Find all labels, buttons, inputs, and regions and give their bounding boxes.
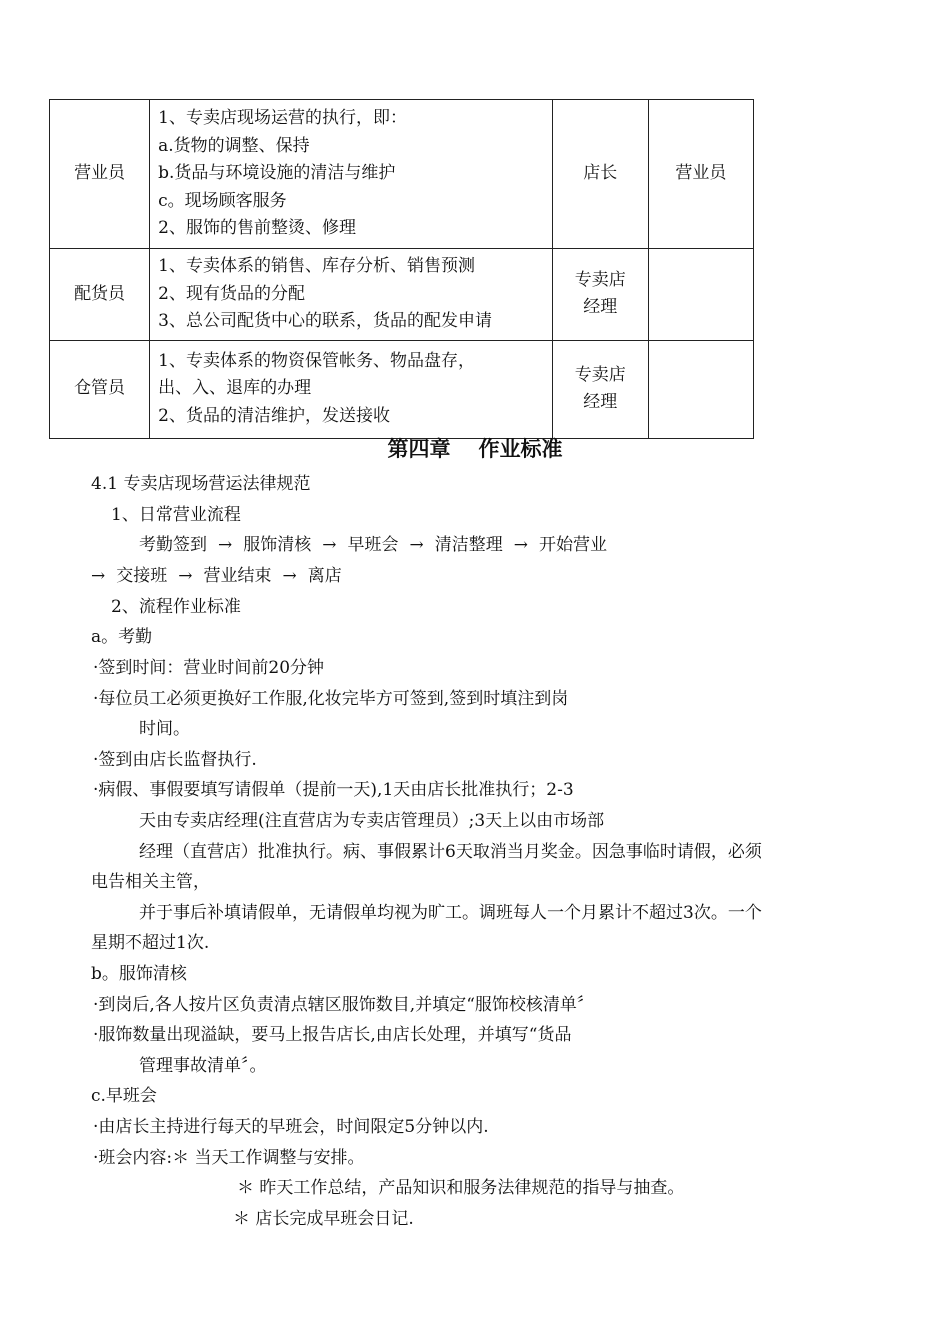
table-row bbox=[50, 100, 754, 249]
arrow-icon: → bbox=[282, 566, 297, 586]
role-cell: 营业员 bbox=[50, 100, 150, 249]
supervisor-cell bbox=[552, 100, 648, 249]
flow-step: 离店 bbox=[307, 566, 342, 586]
roles-table bbox=[49, 99, 754, 439]
bullet-continuation: 星期不超过1次. bbox=[91, 933, 210, 953]
duty-line: 1、专卖店现场运营的执行，即： bbox=[158, 108, 407, 129]
subordinate-cell bbox=[648, 340, 753, 438]
bullet-text: ·到岗后,各人按片区负责清点辖区服饰数目,并填定“服饰校核清单〞 bbox=[93, 995, 594, 1015]
table-row bbox=[50, 340, 754, 438]
bullet-continuation: 时间。 bbox=[139, 719, 190, 739]
duty-line: 2、服饰的售前整烫、修理 bbox=[158, 218, 356, 239]
duties-cell bbox=[150, 100, 553, 249]
supervisor-cell bbox=[552, 249, 648, 341]
bullet-continuation: ＊ 昨天工作总结，产品知识和服务法律规范的指导与抽查。 bbox=[237, 1178, 685, 1198]
arrow-icon: → bbox=[409, 535, 424, 555]
subordinate-cell: 营业员 bbox=[648, 100, 753, 249]
duty-line: c。现场顾客服务 bbox=[158, 190, 287, 211]
duty-line: b.货品与环境设施的清洁与维护 bbox=[158, 163, 396, 184]
section-heading: 4.1 专卖店现场营运法律规范 bbox=[91, 474, 311, 494]
bullet-continuation: 天由专卖店经理(注直营店为专卖店管理员）;3天上以由市场部 bbox=[139, 811, 605, 831]
role-cell: 仓管员 bbox=[50, 340, 150, 438]
flow-step: 清洁整理 bbox=[434, 535, 503, 555]
bullet-continuation: 管理事故清单〞。 bbox=[139, 1056, 267, 1076]
item-heading: a。考勤 bbox=[91, 627, 153, 647]
flow-step: 服饰清核 bbox=[243, 535, 312, 555]
supervisor-line: 经理 bbox=[583, 297, 618, 318]
duty-line: 1、专卖体系的销售、库存分析、销售预测 bbox=[158, 256, 475, 276]
flow-step: 早班会 bbox=[347, 535, 399, 555]
duty-line: 出、入、退库的办理 bbox=[158, 378, 312, 399]
bullet-text: ·签到时间：营业时间前20分钟 bbox=[93, 658, 325, 678]
supervisor-line: 专卖店 bbox=[574, 364, 626, 385]
flow-step: 营业结束 bbox=[203, 566, 272, 586]
subsection-heading: 2、流程作业标准 bbox=[111, 597, 241, 617]
bullet-text: ·由店长主持进行每天的早班会，时间限定5分钟以内. bbox=[93, 1117, 489, 1137]
item-heading: c.早班会 bbox=[91, 1086, 157, 1106]
arrow-icon: → bbox=[322, 535, 337, 555]
chapter-heading bbox=[0, 434, 950, 464]
supervisor-line: 专卖店 bbox=[574, 269, 626, 290]
duty-line: a.货物的调整、保持 bbox=[158, 135, 310, 156]
bullet-continuation: 电告相关主管， bbox=[91, 872, 210, 892]
duty-line: 2、现有货品的分配 bbox=[158, 283, 305, 304]
bullet-text: ·每位员工必须更换好工作服,化妆完毕方可签到,签到时填注到岗 bbox=[93, 689, 569, 709]
duties-cell bbox=[150, 249, 553, 341]
arrow-icon: → bbox=[91, 566, 106, 586]
flow-line bbox=[91, 564, 342, 588]
duty-line: 1、专卖体系的物资保管帐务、物品盘存， bbox=[158, 350, 475, 371]
flow-step: 开始营业 bbox=[539, 535, 607, 555]
subsection-heading: 1、日常营业流程 bbox=[111, 505, 241, 525]
bullet-text: ·签到由店长监督执行. bbox=[93, 750, 257, 770]
bullet-continuation: 经理（直营店）批准执行。病、事假累计6天取消当月奖金。因急事临时请假，必须 bbox=[139, 842, 762, 862]
item-heading: b。服饰清核 bbox=[91, 964, 187, 984]
role-cell: 配货员 bbox=[50, 249, 150, 341]
bullet-text: ·班会内容:＊ 当天工作调整与安排。 bbox=[93, 1148, 365, 1168]
duty-line: 2、货品的清洁维护，发送接收 bbox=[158, 405, 390, 426]
chapter-number: 第四章 bbox=[387, 437, 451, 461]
flow-step: 考勤签到 bbox=[139, 535, 207, 555]
arrow-icon: → bbox=[513, 535, 528, 555]
supervisor-cell bbox=[552, 340, 648, 438]
bullet-continuation: ＊ 店长完成早班会日记. bbox=[233, 1209, 414, 1229]
supervisor-line: 店长 bbox=[583, 163, 618, 184]
supervisor-line: 经理 bbox=[583, 392, 618, 412]
table-row bbox=[50, 249, 754, 341]
bullet-text: ·服饰数量出现溢缺，要马上报告店长,由店长处理，并填写“货品 bbox=[93, 1025, 572, 1045]
chapter-title: 作业标准 bbox=[478, 437, 563, 461]
flow-line bbox=[139, 533, 607, 557]
arrow-icon: → bbox=[178, 566, 193, 586]
bullet-continuation: 并于事后补填请假单，无请假单均视为旷工。调班每人一个月累计不超过3次。一个 bbox=[139, 903, 762, 923]
duties-cell bbox=[150, 340, 553, 438]
duty-line: 3、总公司配货中心的联系，货品的配发申请 bbox=[158, 311, 492, 331]
flow-step: 交接班 bbox=[116, 566, 168, 586]
arrow-icon: → bbox=[218, 535, 233, 555]
subordinate-cell bbox=[648, 249, 753, 341]
bullet-text: ·病假、事假要填写请假单（提前一天),1天由店长批准执行；2-3 bbox=[93, 780, 574, 800]
